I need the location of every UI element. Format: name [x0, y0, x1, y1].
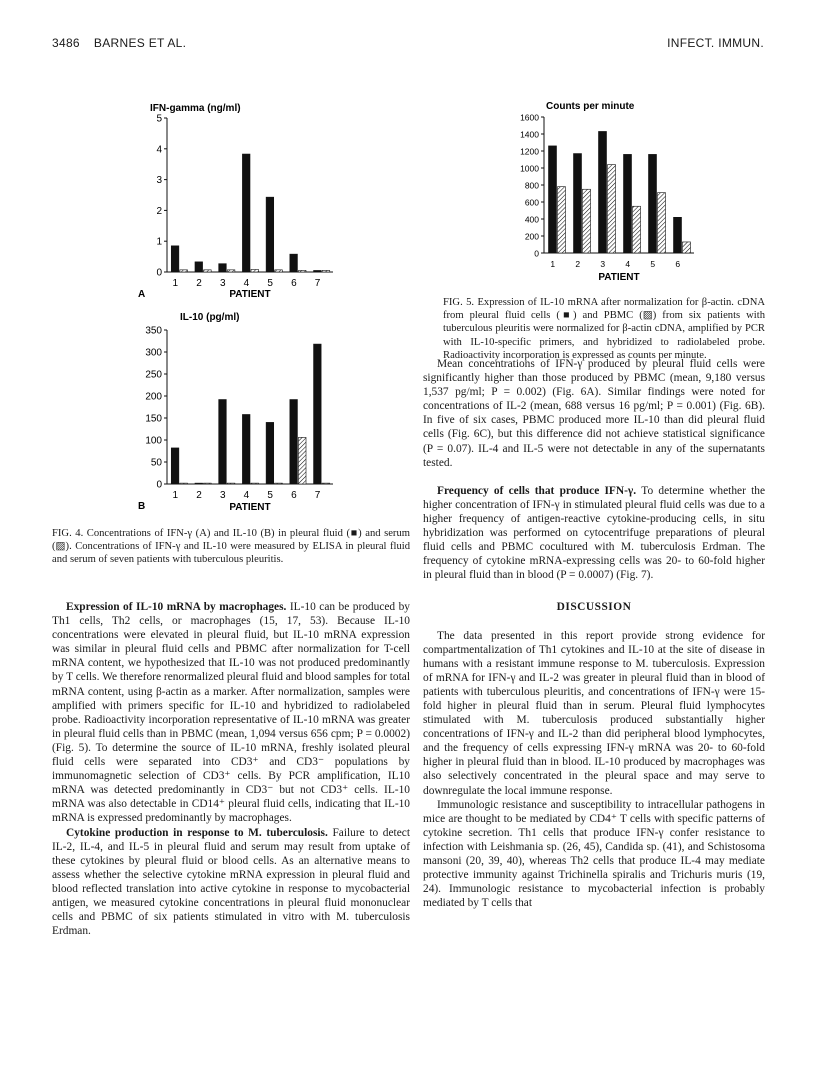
paragraph-discussion-2: Immunologic resistance and susceptibility to intracellular pathogens in mice are thought to be mediated by CD4⁺ T cells with specific patterns of cytokine secretion. Th1 cells that produce IFN-γ confer resistance to infection with Leishmania sp. (26, 45), Candida sp. (41), and Schistosoma mansoni (20, 39, 40), whereas Th2 cells that produce IL-4 may mediate protective immunity against Trichinella spiralis and Trichuris muris (19, 24). Immunologic resistance to mycobacterial infection is probably mediated by T cells that: [423, 798, 765, 910]
y-tick-label: 1000: [520, 163, 539, 174]
bar-solid: [290, 254, 298, 272]
y-tick-label: 250: [145, 369, 162, 381]
x-tick-label: 4: [243, 278, 250, 289]
bar-solid: [290, 400, 298, 484]
fig4b-chart: [130, 308, 360, 526]
panel-label: B: [138, 501, 146, 512]
bar-solid: [599, 131, 607, 253]
x-tick-label: 6: [291, 278, 297, 289]
y-tick-label: 400: [524, 214, 539, 225]
bar-solid: [171, 246, 179, 272]
bar-hatched: [298, 437, 306, 484]
x-tick-label: 2: [575, 259, 581, 269]
y-tick-label: 1: [156, 236, 162, 248]
x-tick-label: 5: [650, 259, 656, 269]
paragraph-cytokine-production: Cytokine production in response to M. tuberculosis. Failure to detect IL-2, IL-4, and IL-5 in pleural fluid and serum may result from uptake of these cytokines by pleural fluid or blood cells. As an alternative means to assess whether the selective cytokine mRNA expression in pleural fluid and blood reflected translation into active cytokine in response to mycobacterial antigen, we measured cytokine concentrations in pleural fluid mononuclear cells and PBMC of six patients stimulated in vitro with M. tuberculosis Erdman.: [52, 826, 410, 938]
y-tick-label: 200: [145, 391, 162, 403]
bar-hatched: [204, 270, 212, 272]
y-tick-label: 150: [145, 413, 162, 425]
bar-solid: [549, 146, 557, 253]
fig4-caption: FIG. 4. Concentrations of IFN-γ (A) and IL-10 (B) in pleural fluid (■) and serum (▨). Concentrations of IFN-γ and IL-10 were measured by ELISA in pleural fluid and serum of seven patients with tuberculous pleuritis.: [52, 528, 410, 566]
chart-title: Counts per minute: [546, 101, 635, 112]
y-tick-label: 1400: [520, 129, 539, 140]
bar-hatched: [633, 206, 641, 253]
x-tick-label: 1: [172, 278, 179, 289]
bar-hatched: [322, 270, 330, 272]
y-tick-label: 4: [156, 144, 162, 156]
x-tick-label: 3: [219, 490, 226, 501]
fig5-caption: FIG. 5. Expression of IL-10 mRNA after normalization for β-actin. cDNA from pleural fluid cells (■) and PBMC (▨) from six patients with tuberculous pleuritis were normalized for β-actin cDNA, amplified by PCR with IL-10-specific primers, and hybridized to radiolabeled probe. Radioactivity incorporation is expressed as counts per minute.: [443, 297, 765, 361]
run-in-heading: Expression of IL-10 mRNA by macrophages.: [66, 601, 287, 613]
y-tick-label: 5: [156, 113, 162, 125]
bar-hatched: [204, 483, 212, 484]
x-tick-label: 2: [196, 278, 202, 289]
y-tick-label: 3: [156, 175, 162, 187]
fig4a-chart: [130, 98, 360, 308]
bar-hatched: [322, 483, 330, 484]
y-tick-label: 1600: [520, 112, 539, 123]
bar-hatched: [180, 270, 188, 272]
bar-hatched: [683, 242, 691, 253]
bar-solid: [314, 270, 322, 272]
right-column: [423, 357, 765, 910]
paragraph-ifn-concentrations: Mean concentrations of IFN-γ produced by pleural fluid cells were significantly higher than those produced by PBMC (mean, 9,180 versus 1,537 pg/ml; P = 0.002) (Fig. 6A). Similar findings were noted for concentrations of IL-2 (mean, 688 versus 16 pg/ml; P = 0.001) (Fig. 6B). In five of six cases, PBMC produced more IL-10 than did pleural fluid cells (Fig. 6C), but this difference did not achieve statistical significance (P = 0.07). IL-4 and IL-5 were not detectable in any of the supernatants tested.: [423, 358, 765, 469]
bar-hatched: [275, 270, 283, 272]
bar-hatched: [227, 270, 235, 272]
bar-solid: [219, 400, 227, 484]
bar-solid: [266, 197, 274, 272]
x-tick-label: 6: [291, 490, 297, 501]
bar-solid: [649, 154, 657, 253]
x-tick-label: 7: [314, 278, 321, 289]
bar-hatched: [298, 270, 306, 272]
y-tick-label: 100: [145, 435, 162, 447]
bar-solid: [674, 217, 682, 253]
x-tick-label: 2: [196, 490, 202, 501]
bar-hatched: [251, 483, 259, 484]
y-tick-label: 0: [156, 267, 162, 279]
x-tick-label: 4: [625, 259, 631, 269]
y-tick-label: 600: [524, 197, 539, 208]
bar-solid: [574, 154, 582, 253]
bar-solid: [242, 154, 250, 272]
x-axis-label: PATIENT: [598, 272, 640, 283]
y-tick-label: 0: [156, 479, 162, 491]
y-tick-label: 300: [145, 347, 162, 359]
x-tick-label: 5: [267, 278, 273, 289]
x-tick-label: 4: [243, 490, 250, 501]
run-in-heading: Cytokine production in response to M. tuberculosis.: [66, 826, 328, 839]
x-tick-label: 1: [172, 490, 179, 501]
x-tick-label: 7: [314, 490, 321, 501]
bar-solid: [242, 414, 250, 484]
chart-title: IL-10 (pg/ml): [180, 312, 240, 323]
x-tick-label: 3: [219, 278, 226, 289]
x-tick-label: 5: [267, 490, 273, 501]
journal-name: INFECT. IMMUN.: [667, 36, 764, 50]
bar-hatched: [227, 483, 235, 484]
y-tick-label: 800: [524, 180, 539, 191]
bar-hatched: [608, 165, 616, 253]
x-tick-label: 6: [675, 259, 681, 269]
bar-solid: [219, 264, 227, 272]
run-in-heading: Frequency of cells that produce IFN-γ.: [437, 484, 637, 497]
bar-hatched: [583, 189, 591, 253]
y-tick-label: 2: [156, 205, 162, 217]
x-tick-label: 3: [600, 259, 606, 269]
x-axis-label: PATIENT: [229, 502, 271, 513]
bar-solid: [314, 344, 322, 484]
bar-solid: [266, 422, 274, 484]
y-tick-label: 50: [150, 457, 162, 469]
x-tick-label: 1: [550, 259, 556, 269]
y-tick-label: 350: [145, 325, 162, 337]
bar-hatched: [658, 193, 666, 253]
running-header-left: [52, 36, 186, 50]
chart-title: IFN-gamma (ng/ml): [150, 103, 241, 114]
fig5-chart: [494, 100, 714, 292]
panel-label: A: [138, 289, 146, 300]
left-column: [52, 600, 410, 938]
bar-hatched: [180, 483, 188, 484]
y-tick-label: 1200: [520, 146, 539, 157]
page-number: 3486: [52, 36, 80, 50]
bar-solid: [624, 154, 632, 253]
bar-solid: [195, 262, 203, 272]
x-axis-label: PATIENT: [229, 289, 271, 300]
y-tick-label: 0: [534, 248, 539, 259]
bar-solid: [195, 483, 203, 484]
bar-hatched: [275, 483, 283, 484]
section-title: DISCUSSION: [556, 601, 632, 614]
bar-hatched: [251, 270, 259, 272]
bar-hatched: [558, 187, 566, 253]
y-tick-label: 200: [524, 231, 539, 242]
bar-solid: [171, 448, 179, 484]
paragraph-il10-mrna: Expression of IL-10 mRNA by macrophages. IL-10 can be produced by Th1 cells, Th2 cells, or macrophages (15, 17, 53). Because IL-10 concentrations were elevated in pleural fluid, but IL-10 mRNA expression was similar in pleural fluid cells and PBMC after normalization for T-cell mRNA content, we hypothesized that IL-10 was not produced predominantly by T cells. We therefore renormalized pleural fluid and blood samples for total mRNA content, using β-actin as a marker. After normalization, samples were amplified with primers specific for IL-10 and hybridized to radiolabeled probe. Radioactivity incorporation representative of IL-10 mRNA was greater in pleural fluid cells than in PBMC (mean, 1,094 versus 656 cpm; P = 0.0002) (Fig. 5). To determine the source of IL-10 mRNA, freshly isolated pleural fluid cells were separated into CD3⁺ and CD3⁻ populations by immunomagnetic selection of CD3⁺ cells. By PCR amplification, IL10 mRNA was detected predominantly in CD3⁻ but not CD3⁺ cells. IL-10 mRNA was also detectable in CD14⁺ pleural fluid cells, indicating that IL-10 mRNA is expressed predominantly by macrophages.: [52, 601, 410, 825]
author-line: BARNES ET AL.: [93, 36, 187, 50]
paragraph-cell-frequency: Frequency of cells that produce IFN-γ. To determine whether the higher concentration of IFN-γ in stimulated pleural fluid cells was due to a higher frequency of antigen-reactive cytokine-producing cells, in situ hybridization was performed on cytocentrifuge preparations of pleural fluid cells and PBMC cocultured with M. tuberculosis Erdman. The frequency of cytokine mRNA-expressing cells was 20- to 60-fold higher in pleural fluid than in blood (P = 0.0007) (Fig. 7).: [423, 484, 766, 582]
paragraph-discussion-1: The data presented in this report provide strong evidence for compartmentalization of Th1 cytokines and IL-10 at the site of disease in humans with a resistant immune response to M. tuberculosis. Expression of mRNA for IFN-γ and IL-2 was greater in pleural fluid than in blood of patients with tuberculous pleuritis, and concentrations of IFN-γ were 15-fold higher in pleural fluid than in serum. Pleural fluid lymphocytes stimulated with M. tuberculosis produced substantially higher concentrations of IFN-γ and IL-2 than did peripheral blood lymphocytes, and the frequency of cells expressing IFN-γ mRNA was 20- to 60-fold higher in pleural fluid than in blood. IL-10 produced by macrophages was also selectively concentrated in the pleural space and may serve to downregulate the local immune response.: [423, 629, 765, 797]
